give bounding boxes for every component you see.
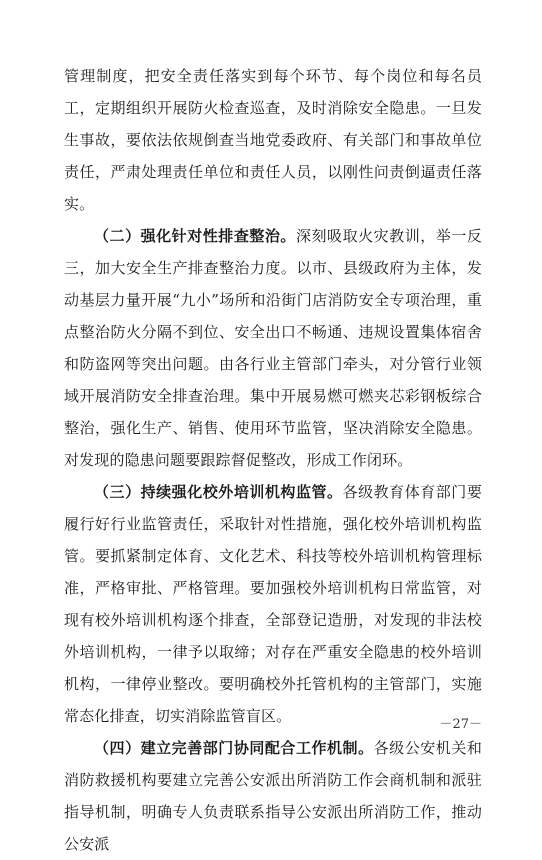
paragraph-section-2 — [64, 220, 482, 476]
paragraph-text: 各级公安机关和消防救援机构要建立完善公安派出所消防工作会商机制和派驻指导机制，明确专人负责联系指导公安派出所消防工作，推动公安派 — [64, 739, 482, 853]
paragraph-continuation — [64, 60, 482, 220]
paragraph-text: 各级教育体育部门要履行好行业监管责任，采取针对性措施，强化校外培训机构监管。要抓紧制定体育、文化艺术、科技等校外培训机构管理标准，严格审批、严格管理。要加强校外培训机构日常监管，对现有校外培训机构逐个排查，全部登记造册，对发现的非法校外培训机构，一律予以取缔；对存在严重安全隐患的校外培训机构，一律停业整改。要明确校外托管机构的主管部门，实施常态化排查，切实消除监管盲区。 — [64, 483, 482, 725]
section-heading: （二）强化针对性排查整治。 — [94, 227, 296, 245]
paragraph-section-4 — [64, 732, 482, 860]
paragraph-text: 管理制度，把安全责任落实到每个环节、每个岗位和每名员工，定期组织开展防火检查巡查，及时消除安全隐患。一旦发生事故，要依法依规倒查当地党委政府、有关部门和事故单位责任，严肃处理责任单位和责任人员，以刚性问责倒逼责任落实。 — [64, 67, 482, 213]
paragraph-text: 深刻吸取火灾教训，举一反三，加大安全生产排查整治力度。以市、县级政府为主体，发动基层力量开展“九小”场所和沿街门店消防安全专项治理，重点整治防火分隔不到位、安全出口不畅通、违规设置集体宿舍和防盗网等突出问题。由各行业主管部门牵头，对分管行业领域开展消防安全排查治理。集中开展易燃可燃夹芯彩钢板综合整治，强化生产、销售、使用环节监管，坚决消除安全隐患。对发现的隐患问题要跟踪督促整改，形成工作闭环。 — [64, 227, 483, 469]
paragraph-section-3 — [64, 476, 482, 732]
section-heading: （三）持续强化校外培训机构监管。 — [94, 483, 343, 501]
document-body — [64, 60, 482, 860]
page-number: －27－ — [439, 717, 482, 732]
section-heading: （四）建立完善部门协同配合工作机制。 — [94, 739, 374, 757]
